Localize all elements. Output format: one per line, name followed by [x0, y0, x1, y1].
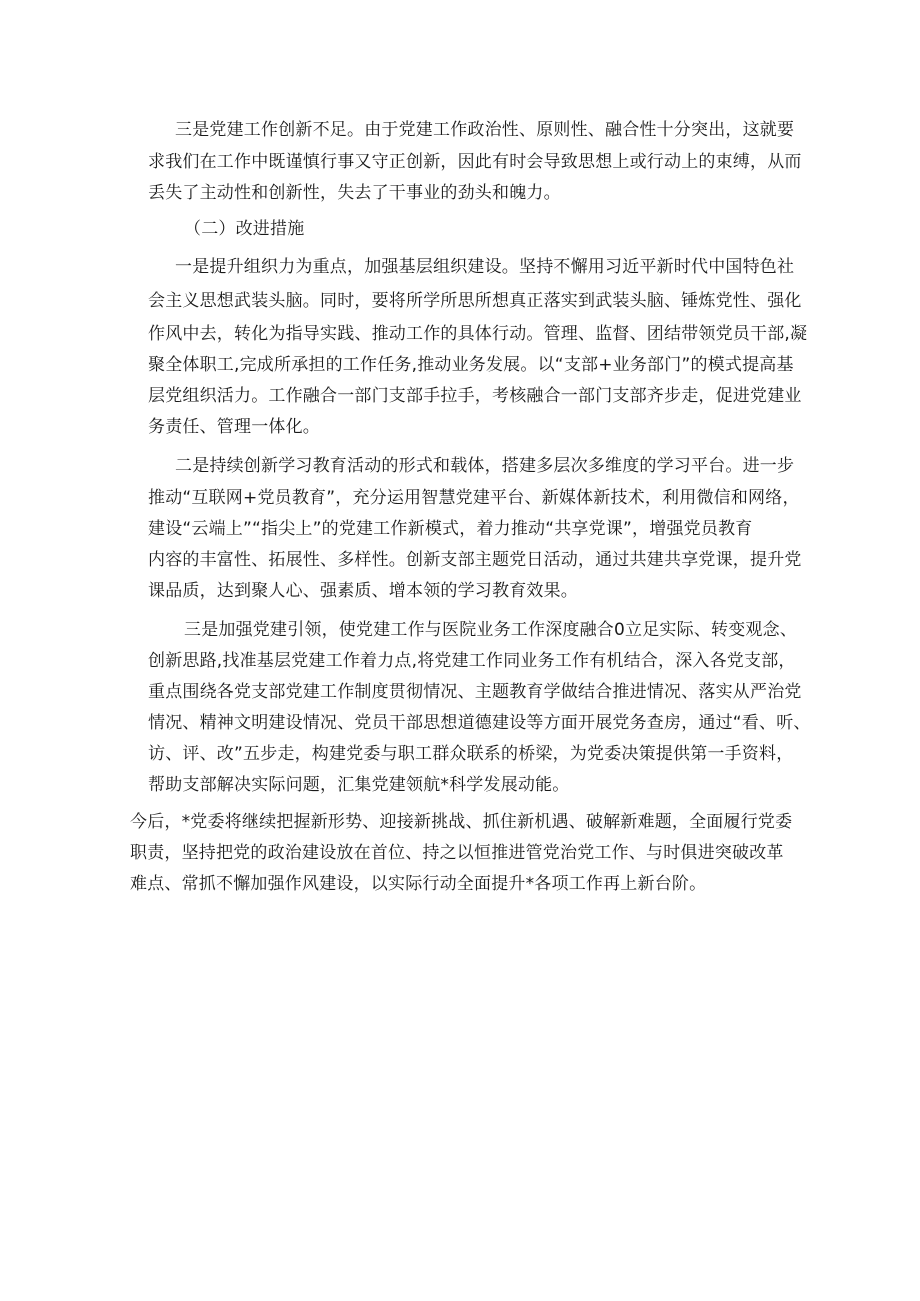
- paragraph-5-line-3: 难点、常抓不懈加强作风建设，以实际行动全面提升*各项工作再上新台阶。: [130, 874, 707, 894]
- paragraph-1-line-2: 求我们在工作中既谨慎行事又守正创新，因此有时会导致思想上或行动上的束缚，从而: [148, 152, 802, 172]
- paragraph-5-line-2: 职责，坚持把党的政治建设放在首位、持之以恒推进管党治党工作、与时俱进突破改革: [130, 843, 784, 863]
- paragraph-1-line-1: 三是党建工作创新不足。由于党建工作政治性、原则性、融合性十分突出，这就要: [175, 120, 795, 140]
- paragraph-2-line-4: 聚全体职工,完成所承担的工作任务,推动业务发展。以“支部+业务部门”的模式提高基: [148, 355, 794, 375]
- section-heading: （二）改进措施: [184, 219, 305, 239]
- paragraph-4-line-4: 情况、精神文明建设情况、党员干部思想道德建设等方面开展党务查房，通过“看、听、: [148, 713, 811, 733]
- paragraph-4-line-1: 三是加强党建引领，使党建工作与医院业务工作深度融合0立足实际、转变观念、: [184, 620, 798, 640]
- paragraph-2-line-3: 作风中去，转化为指导实践、推动工作的具体行动。管理、监督、团结带领党员干部,凝: [148, 324, 808, 344]
- paragraph-4-line-2: 创新思路,找准基层党建工作着力点,将党建工作同业务工作有机结合，深入各党支部，: [148, 651, 796, 671]
- paragraph-2-line-6: 务责任、管理一体化。: [148, 417, 320, 437]
- paragraph-3-line-3: 建设“云端上”“指尖上”的党建工作新模式，着力推动“共享党课”，增强党员教育: [148, 519, 753, 539]
- paragraph-5-line-1: 今后，*党委将继续把握新形势、迎接新挑战、抓住新机遇、破解新难题，全面履行党委: [130, 812, 793, 832]
- paragraph-2-line-1: 一是提升组织力为重点，加强基层组织建设。坚持不懈用习近平新时代中国特色社: [175, 257, 795, 277]
- paragraph-4-line-3: 重点围绕各党支部党建工作制度贯彻情况、主题教育学做结合推进情况、落实从严治党: [148, 682, 802, 702]
- paragraph-4-line-5: 访、评、改”五步走，构建党委与职工群众联系的桥梁，为党委决策提供第一手资料，: [148, 744, 794, 764]
- paragraph-3-line-2: 推动“互联网+党员教育”，充分运用智慧党建平台、新媒体新技术，利用微信和网络，: [148, 488, 800, 508]
- paragraph-4-line-6: 帮助支部解决实际问题，汇集党建领航*科学发展动能。: [148, 775, 570, 795]
- paragraph-3-line-1: 二是持续创新学习教育活动的形式和载体，搭建多层次多维度的学习平台。进一步: [175, 456, 795, 476]
- paragraph-2-line-2: 会主义思想武装头脑。同时，要将所学所思所想真正落实到武装头脑、锤炼党性、强化: [148, 291, 802, 311]
- paragraph-1-line-3: 丢失了主动性和创新性，失去了干事业的劲头和魄力。: [148, 183, 561, 203]
- paragraph-3-line-4: 内容的丰富性、拓展性、多样性。创新支部主题党日活动，通过共建共享党课，提升党: [148, 550, 802, 570]
- paragraph-2-line-5: 层党组织活力。工作融合一部门支部手拉手，考核融合一部门支部齐步走，促进党建业: [148, 386, 802, 406]
- paragraph-3-line-5: 课品质，达到聚人心、强素质、增本领的学习教育效果。: [148, 581, 578, 601]
